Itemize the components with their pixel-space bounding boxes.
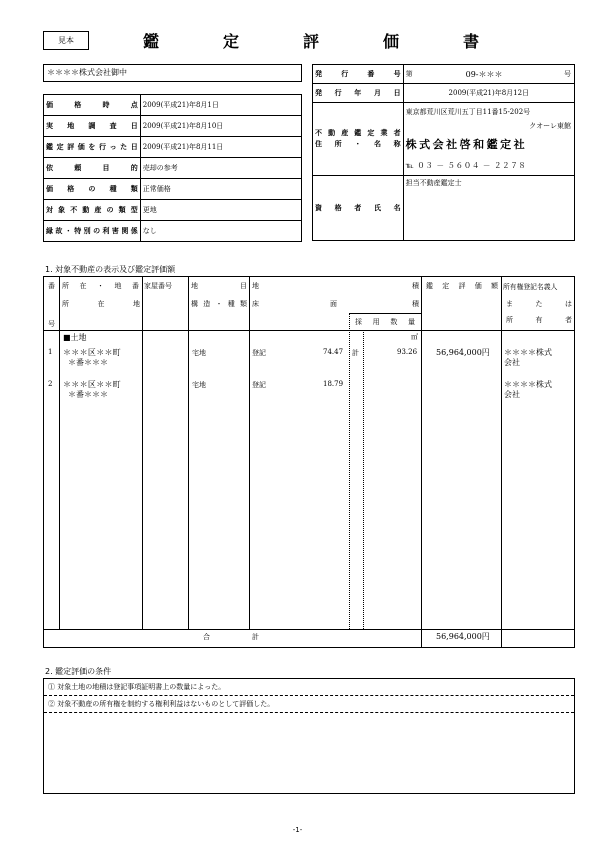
issue-date-label: 発行年月日 <box>313 84 404 103</box>
sample-label: 見本 <box>58 36 74 45</box>
sample-stamp <box>43 31 89 50</box>
issue-number-suffix: 号 <box>564 70 571 78</box>
table-col-divider <box>421 276 422 648</box>
row2-location-1: ＊＊＊区＊＊町 <box>63 380 122 389</box>
appraiser-label <box>313 103 404 176</box>
info-value: なし <box>140 221 301 242</box>
info-row <box>44 116 302 137</box>
document-title <box>133 29 493 53</box>
conditions-divider <box>44 695 574 696</box>
section2-heading: 2. 鑑定評価の条件 <box>45 667 112 676</box>
row1-area: 74.47 <box>323 348 344 356</box>
col-structure: 構造・種類 <box>191 300 247 308</box>
title-char-3: 評 <box>303 32 320 51</box>
table-total-top <box>43 629 575 630</box>
col-floor-left: 床 <box>252 300 259 308</box>
table-col-divider <box>188 276 189 629</box>
issue-number-cell <box>403 65 574 84</box>
info-label: 価格の種類 <box>44 179 141 200</box>
info-row <box>44 200 302 221</box>
info-value: 更地 <box>140 200 301 221</box>
col-owner-1: 所有権登記名義人 <box>503 283 558 291</box>
appraiser-label-line1: 不動産鑑定業者 <box>315 129 401 137</box>
row2-location-2: ＊番＊＊＊ <box>68 390 108 399</box>
appraiser-tel: ℡ ０３ － ５６０４ － ２２７８ <box>405 161 527 170</box>
info-row <box>44 137 302 158</box>
row2-area-type: 登記 <box>252 381 266 389</box>
row1-value: 56,964,000円 <box>436 348 490 357</box>
title-char-5: 書 <box>463 32 480 51</box>
info-label: 対象不動産の類型 <box>44 200 141 221</box>
info-label: 実地調査日 <box>44 116 141 137</box>
col-floor-mid: 面 <box>330 300 337 308</box>
section1-heading: 1. 対象不動産の表示及び鑑定評価額 <box>45 265 176 274</box>
left-info-table <box>43 94 302 242</box>
issue-number-value: 09-＊＊＊ <box>465 70 503 79</box>
col-floor-right: 積 <box>412 300 419 308</box>
row1-no: 1 <box>48 348 53 356</box>
appraiser-name: 株式会社啓和鑑定社 <box>405 138 528 151</box>
table-col-divider <box>142 276 143 629</box>
conditions-divider <box>44 712 574 713</box>
table-col-divider <box>501 276 502 648</box>
info-value: 2009(平成21)年8月11日 <box>140 137 301 158</box>
table-dotted-divider <box>349 313 350 629</box>
info-row <box>44 158 302 179</box>
col-land-use-left: 地 <box>191 282 198 290</box>
info-row <box>44 95 302 116</box>
col-owner-2: または <box>506 300 572 308</box>
unit-label: ㎡ <box>411 333 418 341</box>
row2-owner-1: ＊＊＊＊株式 <box>504 380 552 389</box>
qualified-value: 担当不動産鑑定士 <box>403 176 574 241</box>
row1-location-1: ＊＊＊区＊＊町 <box>63 348 122 357</box>
table-dotted-divider <box>363 330 364 629</box>
info-value: 2009(平成21)年8月10日 <box>140 116 301 137</box>
total-label: 合計 <box>203 633 259 641</box>
title-char-2: 定 <box>223 32 240 51</box>
row1-adopted-prefix: 計 <box>352 349 359 357</box>
info-label: 鑑定評価を行った日 <box>44 137 141 158</box>
page-number: -1- <box>292 826 303 834</box>
row1-location-2: ＊番＊＊＊ <box>68 358 108 367</box>
col-land-use-right: 目 <box>240 282 247 290</box>
right-info-table <box>312 64 575 241</box>
issue-number-prefix: 第 <box>405 70 413 78</box>
client-box <box>43 64 302 82</box>
info-value: 2009(平成21)年8月1日 <box>140 95 301 116</box>
col-no-top: 番 <box>48 282 55 290</box>
row2-land-use: 宅地 <box>192 381 206 389</box>
condition-item: ① 対象土地の地積は登記事項証明書上の数量によった。 <box>48 683 226 691</box>
condition-item: ② 対象不動産の所有権を制約する権利利益はないものとして評価した。 <box>48 700 275 708</box>
info-value: 売却の参考 <box>140 158 301 179</box>
info-value: 正常価格 <box>140 179 301 200</box>
issue-number-label: 発行番号 <box>313 65 404 84</box>
issue-date-row <box>313 84 575 103</box>
row1-adopted: 93.26 <box>397 348 418 356</box>
col-adopted-qty: 採用数量 <box>355 318 415 326</box>
row1-owner-1: ＊＊＊＊株式 <box>504 348 552 357</box>
col-area-left: 地 <box>252 282 259 290</box>
appraiser-building: クオーレ東館 <box>529 122 571 130</box>
issue-number-row <box>313 65 575 84</box>
qualified-label: 資格者氏名 <box>313 176 404 241</box>
appraiser-cell <box>403 103 574 176</box>
info-label: 価格時点 <box>44 95 141 116</box>
issue-date-value: 2009(平成21)年8月12日 <box>403 84 574 103</box>
table-subheader-line <box>349 313 421 314</box>
title-char-1: 鑑 <box>143 32 160 51</box>
info-label: 依頼目的 <box>44 158 141 179</box>
col-no-bottom: 号 <box>48 320 55 328</box>
property-table <box>43 276 575 648</box>
info-label: 縁故・特別の利害関係 <box>44 221 141 242</box>
client-name: ＊＊＊＊株式会社御中 <box>47 68 127 77</box>
col-location-1: 所在・地番 <box>62 282 140 290</box>
table-header-bottom <box>43 330 575 331</box>
col-value: 鑑定評価額 <box>426 282 498 290</box>
row1-land-use: 宅地 <box>192 349 206 357</box>
title-char-4: 価 <box>383 32 400 51</box>
appraiser-label-line2: 住所・名称 <box>315 140 401 148</box>
table-col-divider <box>249 276 250 629</box>
info-row <box>44 179 302 200</box>
appraiser-row <box>313 103 575 176</box>
col-location-2: 所在地 <box>62 300 140 308</box>
row1-area-type: 登記 <box>252 349 266 357</box>
qualified-row <box>313 176 575 241</box>
info-row <box>44 221 302 242</box>
row2-area: 18.79 <box>323 380 344 388</box>
row2-owner-2: 会社 <box>504 390 520 399</box>
row2-no: 2 <box>48 380 53 388</box>
total-value: 56,964,000円 <box>436 632 490 641</box>
col-owner-3: 所有者 <box>506 316 572 324</box>
col-house-no: 家屋番号 <box>144 282 172 290</box>
col-area-right: 積 <box>412 282 419 290</box>
category-label: ■土地 <box>63 333 87 342</box>
appraiser-address: 東京都荒川区荒川五丁目11番15-202号 <box>405 108 531 116</box>
row1-owner-2: 会社 <box>504 358 520 367</box>
table-col-divider <box>59 276 60 629</box>
